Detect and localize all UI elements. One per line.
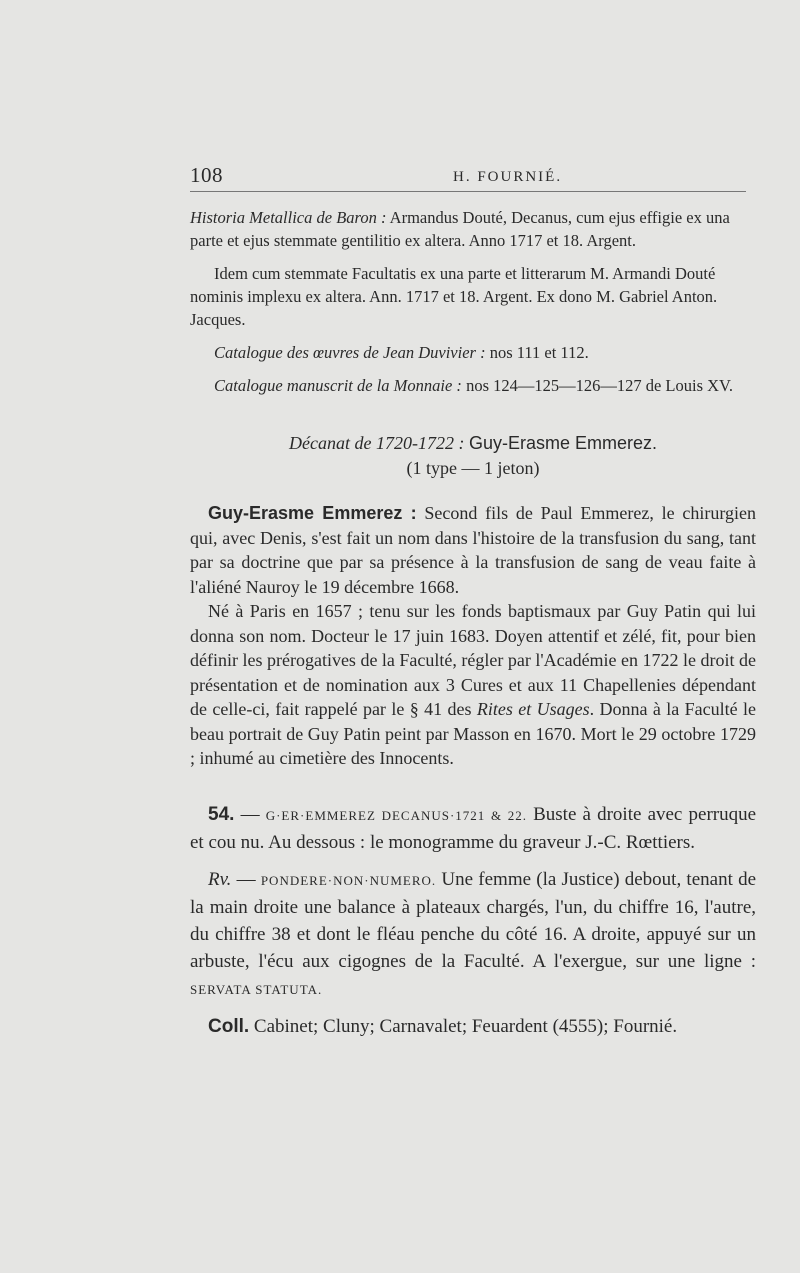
paragraph-historia-metallica: Historia Metallica de Baron : Armandus Douté, Decanus, cum ejus effigie ex una parte et ejus stemmate gentilitio ex altera. Anno 1717 et 18. Argent. bbox=[190, 208, 730, 250]
source-title: Historia Metallica de Baron : bbox=[190, 208, 387, 227]
body-text bbox=[190, 206, 756, 1040]
paragraph-catalogue-duvivier: Catalogue des œuvres de Jean Duvivier : nos 111 et 112. bbox=[214, 343, 589, 362]
source-title: Catalogue manuscrit de la Monnaie : bbox=[214, 376, 462, 395]
paragraph-life: Né à Paris en 1657 ; tenu sur les fonds baptismaux par Guy Patin qui lui donna son nom. Docteur le 17 juin 1683. Doyen attentif et zélé, fit, pour bien définir les prérogatives de la Faculté, régler par l'Académie en 1722 le droit de présentation et de nomination aux 3 Cures et aux 11 Chapellenies dépendant de celle-ci, fait rappelé par le § 41 des Rites et Usages. Donna à la Faculté le beau portrait de Guy Patin peint par Masson en 1670. Mort le 29 octobre 1729 ; inhumé au cimetière des Innocents. bbox=[190, 601, 757, 768]
reverse-label: Rv. bbox=[208, 868, 232, 890]
bold-lead: Guy-Erasme Emmerez : bbox=[208, 503, 417, 523]
paragraph-catalogue-monnaie: Catalogue manuscrit de la Monnaie : nos 124—125—126—127 de Louis XV. bbox=[214, 376, 733, 395]
obverse-legend: G·ER·EMMEREZ DECANUS·1721 & 22. bbox=[265, 807, 527, 823]
paragraph-collections: Coll. Cabinet; Cluny; Carnavalet; Feuardent (4555); Fournié. bbox=[208, 1015, 678, 1037]
reverse-legend: PONDERE·NON·NUMERO. bbox=[260, 872, 437, 888]
source-title: Catalogue des œuvres de Jean Duvivier : bbox=[214, 343, 486, 362]
paragraph-item-54: 54. — G·ER·EMMEREZ DECANUS·1721 & 22. Buste à droite avec perruque et cou nu. Au dessous : le monogramme du graveur J.-C. Rœttiers. bbox=[190, 803, 757, 853]
paragraph-idem: Idem cum stemmate Facultatis ex una parte et litterarum M. Armandi Douté nominis implexu ex altera. Ann. 1717 et 18. Argent. Ex dono M. Gabriel Anton. Jacques. bbox=[190, 264, 718, 329]
page-header bbox=[190, 161, 746, 192]
item-number: 54. bbox=[208, 803, 235, 825]
paragraph-biography: Guy-Erasme Emmerez : Second fils de Paul Emmerez, le chirurgien qui, avec Denis, s'est fait un nom dans l'histoire de la transfusion du sang, tant par sa doctrine que par sa présence à la transfusion de sang de veau faite à l'aliéné Nauroy le 19 décembre 1668. bbox=[190, 503, 757, 597]
section-subtitle: (1 type — 1 jeton) bbox=[406, 458, 540, 478]
exergue-legend: SERVATA STATUTA. bbox=[190, 981, 323, 997]
page-number: 108 bbox=[190, 163, 223, 187]
dean-name: Guy-Erasme Emmerez. bbox=[468, 433, 657, 453]
running-head: H. FOURNIÉ. bbox=[453, 169, 563, 185]
paragraph-reverse: Rv. — PONDERE·NON·NUMERO. Une femme (la Justice) debout, tenant de la main droite une balance à plateaux chargés, l'un, du chiffre 16, l'autre, du chiffre 38 et dont le fléau penche du côté 16. A droite, appuyé sur un arbuste, l'écu aux cigognes de la Faculté. A l'exergue, sur une ligne : SERVATA STATUTA. bbox=[190, 868, 757, 997]
section-title: Décanat de 1720-1722 : Guy-Erasme Emmerez. bbox=[288, 433, 657, 453]
bold-lead: Coll. bbox=[208, 1015, 250, 1037]
